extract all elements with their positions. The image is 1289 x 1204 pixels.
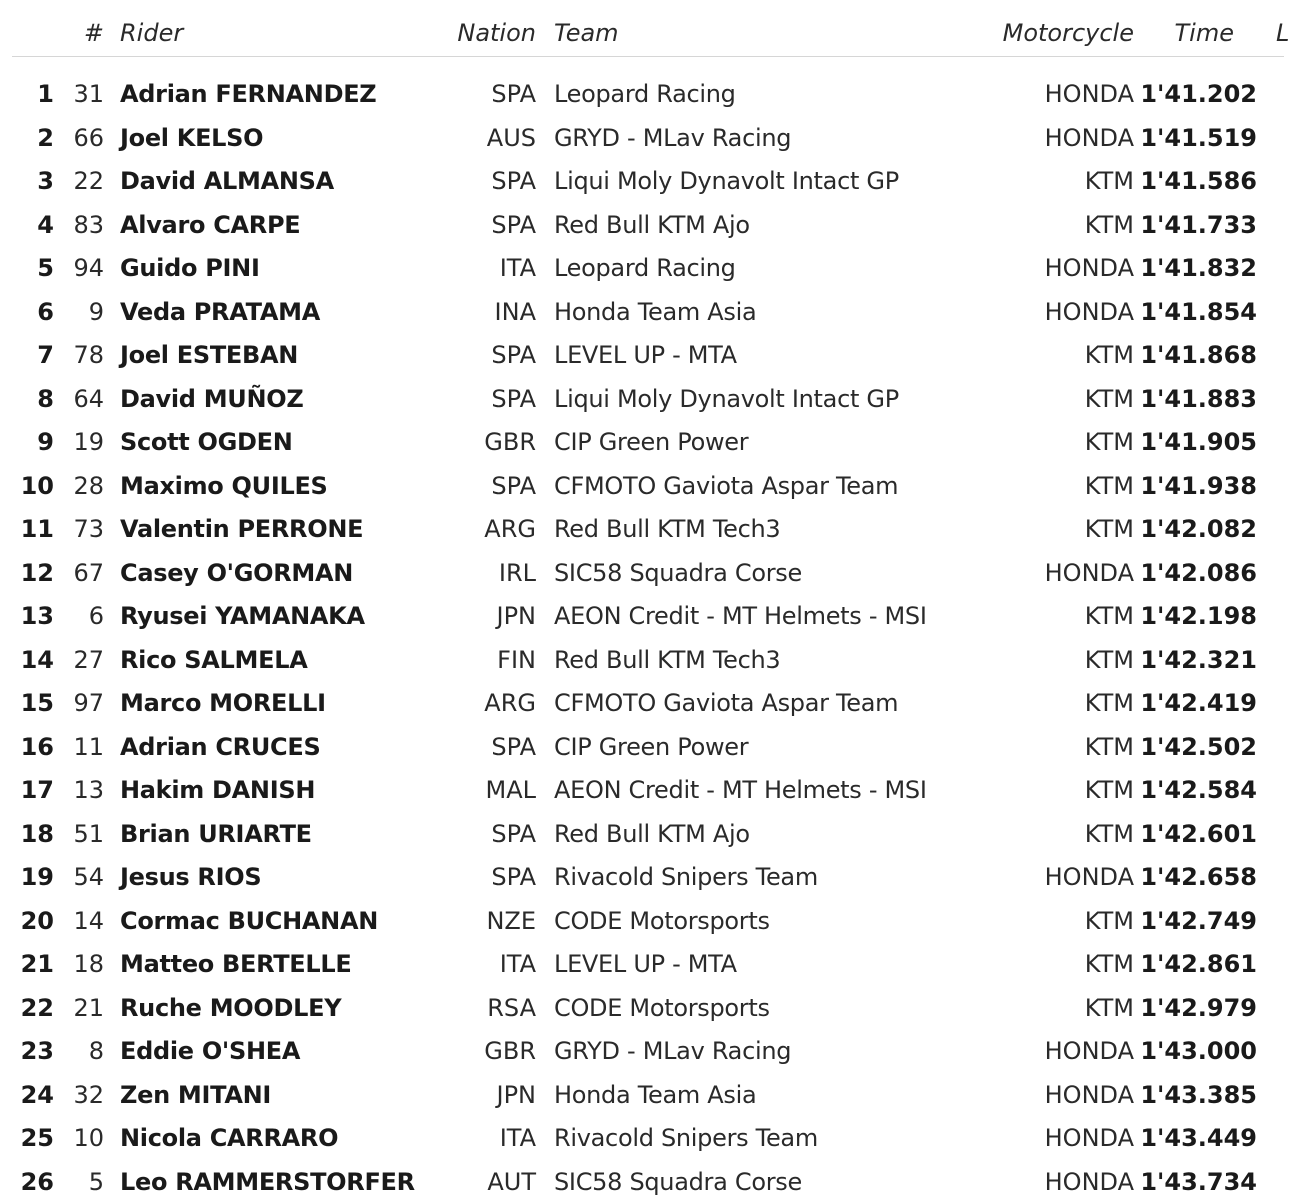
rider-name: Maximo QUILES	[120, 471, 328, 501]
position: 12	[21, 558, 54, 588]
team-name: AEON Credit - MT Helmets - MSI	[554, 601, 927, 631]
table-row	[0, 987, 1284, 1031]
rider-number: 51	[73, 819, 104, 849]
team-name: CFMOTO Gaviota Aspar Team	[554, 471, 898, 501]
table-row	[0, 595, 1284, 639]
rider-number: 9	[89, 297, 104, 327]
motorcycle: HONDA	[1045, 297, 1134, 327]
motorcycle: KTM	[1085, 645, 1134, 675]
rider-nation: IRL	[499, 558, 536, 588]
team-name: LEVEL UP - MTA	[554, 340, 737, 370]
position: 18	[21, 819, 54, 849]
rider-name: Veda PRATAMA	[120, 297, 320, 327]
motorcycle: KTM	[1085, 427, 1134, 457]
position: 17	[21, 775, 54, 805]
rider-nation: SPA	[491, 384, 536, 414]
table-row	[0, 1030, 1284, 1074]
rider-name: Alvaro CARPE	[120, 210, 300, 240]
motorcycle: KTM	[1085, 471, 1134, 501]
table-row	[0, 204, 1284, 248]
lap-time: 1'42.086	[1140, 558, 1257, 588]
table-row	[0, 1074, 1284, 1118]
team-name: GRYD - MLav Racing	[554, 1036, 791, 1066]
table-row	[0, 334, 1284, 378]
rider-nation: GBR	[484, 427, 536, 457]
position: 14	[21, 645, 54, 675]
position: 26	[21, 1167, 54, 1197]
position: 24	[21, 1080, 54, 1110]
rider-name: Marco MORELLI	[120, 688, 326, 718]
rider-number: 8	[89, 1036, 104, 1066]
rider-name: Rico SALMELA	[120, 645, 307, 675]
rider-nation: SPA	[491, 732, 536, 762]
table-row	[0, 769, 1284, 813]
lap-time: 1'42.321	[1140, 645, 1257, 675]
rider-name: Ryusei YAMANAKA	[120, 601, 365, 631]
rider-name: Adrian FERNANDEZ	[120, 79, 376, 109]
position: 1	[37, 79, 54, 109]
motorcycle: HONDA	[1045, 1080, 1134, 1110]
motorcycle: HONDA	[1045, 558, 1134, 588]
rider-nation: AUT	[487, 1167, 536, 1197]
rider-nation: ITA	[500, 949, 536, 979]
header-team: Team	[554, 18, 619, 48]
rider-name: Leo RAMMERSTORFER	[120, 1167, 415, 1197]
lap-time: 1'43.734	[1140, 1167, 1257, 1197]
rider-nation: NZE	[486, 906, 536, 936]
position: 3	[37, 166, 54, 196]
motorcycle: KTM	[1085, 210, 1134, 240]
rider-number: 73	[73, 514, 104, 544]
lap-time: 1'42.082	[1140, 514, 1257, 544]
rider-name: Valentin PERRONE	[120, 514, 363, 544]
position: 20	[21, 906, 54, 936]
lap-time: 1'42.979	[1140, 993, 1257, 1023]
motorcycle: HONDA	[1045, 123, 1134, 153]
lap-time: 1'42.419	[1140, 688, 1257, 718]
lap-time: 1'41.733	[1140, 210, 1257, 240]
rider-nation: JPN	[496, 1080, 536, 1110]
rider-name: Brian URIARTE	[120, 819, 312, 849]
rider-name: David ALMANSA	[120, 166, 334, 196]
motorcycle: KTM	[1085, 601, 1134, 631]
team-name: Rivacold Snipers Team	[554, 1123, 818, 1153]
position: 9	[37, 427, 54, 457]
rider-nation: GBR	[484, 1036, 536, 1066]
rider-number: 11	[73, 732, 104, 762]
position: 23	[21, 1036, 54, 1066]
position: 2	[37, 123, 54, 153]
header-nation: Nation	[457, 18, 536, 48]
rider-number: 83	[73, 210, 104, 240]
team-name: Red Bull KTM Tech3	[554, 645, 780, 675]
motorcycle: HONDA	[1045, 1167, 1134, 1197]
header-number: #	[84, 18, 104, 48]
rider-name: Cormac BUCHANAN	[120, 906, 378, 936]
rider-name: Matteo BERTELLE	[120, 949, 351, 979]
lap-time: 1'43.449	[1140, 1123, 1257, 1153]
rider-nation: MAL	[486, 775, 537, 805]
table-row	[0, 291, 1284, 335]
team-name: SIC58 Squadra Corse	[554, 1167, 802, 1197]
rider-nation: ARG	[484, 514, 536, 544]
motorcycle: HONDA	[1045, 1123, 1134, 1153]
header-rider: Rider	[120, 18, 183, 48]
rider-number: 97	[73, 688, 104, 718]
table-row	[0, 378, 1284, 422]
team-name: Liqui Moly Dynavolt Intact GP	[554, 384, 899, 414]
position: 5	[37, 253, 54, 283]
rider-nation: SPA	[491, 210, 536, 240]
team-name: LEVEL UP - MTA	[554, 949, 737, 979]
position: 11	[21, 514, 54, 544]
team-name: Red Bull KTM Ajo	[554, 819, 750, 849]
rider-name: Zen MITANI	[120, 1080, 271, 1110]
rider-number: 5	[89, 1167, 104, 1197]
position: 4	[37, 210, 54, 240]
position: 22	[21, 993, 54, 1023]
rider-name: Hakim DANISH	[120, 775, 315, 805]
team-name: AEON Credit - MT Helmets - MSI	[554, 775, 927, 805]
team-name: CODE Motorsports	[554, 906, 770, 936]
team-name: CIP Green Power	[554, 427, 748, 457]
rider-number: 27	[73, 645, 104, 675]
rider-nation: JPN	[496, 601, 536, 631]
rider-number: 13	[73, 775, 104, 805]
team-name: SIC58 Squadra Corse	[554, 558, 802, 588]
rider-name: Nicola CARRARO	[120, 1123, 338, 1153]
rider-nation: INA	[495, 297, 536, 327]
team-name: CODE Motorsports	[554, 993, 770, 1023]
motorcycle: KTM	[1085, 166, 1134, 196]
motorcycle: KTM	[1085, 732, 1134, 762]
rider-nation: ITA	[500, 1123, 536, 1153]
lap-time: 1'41.854	[1140, 297, 1257, 327]
table-row	[0, 1117, 1284, 1161]
motorcycle: KTM	[1085, 949, 1134, 979]
motorcycle: KTM	[1085, 514, 1134, 544]
lap-time: 1'42.861	[1140, 949, 1257, 979]
motorcycle: HONDA	[1045, 862, 1134, 892]
position: 25	[21, 1123, 54, 1153]
lap-time: 1'43.385	[1140, 1080, 1257, 1110]
team-name: Leopard Racing	[554, 79, 736, 109]
position: 16	[21, 732, 54, 762]
lap-time: 1'43.000	[1140, 1036, 1257, 1066]
lap-time: 1'41.519	[1140, 123, 1257, 153]
rider-name: Joel ESTEBAN	[120, 340, 298, 370]
rider-nation: RSA	[487, 993, 536, 1023]
motorcycle: KTM	[1085, 775, 1134, 805]
team-name: Honda Team Asia	[554, 1080, 756, 1110]
rider-nation: SPA	[491, 340, 536, 370]
rider-number: 10	[73, 1123, 104, 1153]
rider-nation: FIN	[497, 645, 536, 675]
team-name: Red Bull KTM Tech3	[554, 514, 780, 544]
table-row	[0, 900, 1284, 944]
rider-name: Casey O'GORMAN	[120, 558, 353, 588]
rider-name: Guido PINI	[120, 253, 260, 283]
position: 7	[37, 340, 54, 370]
lap-time: 1'41.905	[1140, 427, 1257, 457]
position: 19	[21, 862, 54, 892]
rider-number: 18	[73, 949, 104, 979]
rider-number: 22	[73, 166, 104, 196]
header-time: Time	[1175, 18, 1234, 48]
table-row	[0, 639, 1284, 683]
motorcycle: KTM	[1085, 340, 1134, 370]
rider-nation: ITA	[500, 253, 536, 283]
lap-time: 1'41.883	[1140, 384, 1257, 414]
position: 6	[37, 297, 54, 327]
motorcycle: KTM	[1085, 906, 1134, 936]
table-row	[0, 465, 1284, 509]
motorcycle: KTM	[1085, 993, 1134, 1023]
position: 21	[21, 949, 54, 979]
rider-number: 64	[73, 384, 104, 414]
lap-time: 1'41.868	[1140, 340, 1257, 370]
rider-number: 31	[73, 79, 104, 109]
position: 15	[21, 688, 54, 718]
position: 10	[21, 471, 54, 501]
lap-time: 1'42.584	[1140, 775, 1257, 805]
table-row	[0, 552, 1284, 596]
motorcycle: HONDA	[1045, 253, 1134, 283]
lap-time: 1'42.749	[1140, 906, 1257, 936]
table-row	[0, 943, 1284, 987]
rider-nation: SPA	[491, 471, 536, 501]
table-row	[0, 247, 1284, 291]
rider-name: Joel KELSO	[120, 123, 263, 153]
rider-name: Jesus RIOS	[120, 862, 261, 892]
lap-time: 1'42.658	[1140, 862, 1257, 892]
rider-name: Adrian CRUCES	[120, 732, 320, 762]
team-name: Leopard Racing	[554, 253, 736, 283]
rider-nation: SPA	[491, 166, 536, 196]
lap-time: 1'41.832	[1140, 253, 1257, 283]
rider-number: 6	[89, 601, 104, 631]
team-name: CFMOTO Gaviota Aspar Team	[554, 688, 898, 718]
team-name: Rivacold Snipers Team	[554, 862, 818, 892]
lap-time: 1'41.586	[1140, 166, 1257, 196]
rider-nation: AUS	[487, 123, 536, 153]
motorcycle: KTM	[1085, 819, 1134, 849]
table-row	[0, 160, 1284, 204]
rider-number: 67	[73, 558, 104, 588]
motorcycle: KTM	[1085, 384, 1134, 414]
rider-number: 94	[73, 253, 104, 283]
team-name: Liqui Moly Dynavolt Intact GP	[554, 166, 899, 196]
position: 13	[21, 601, 54, 631]
lap-time: 1'41.938	[1140, 471, 1257, 501]
rider-name: Scott OGDEN	[120, 427, 293, 457]
motorcycle: KTM	[1085, 688, 1134, 718]
rider-nation: ARG	[484, 688, 536, 718]
rider-number: 21	[73, 993, 104, 1023]
header-cut-off-column: L	[1276, 18, 1289, 48]
table-row	[0, 856, 1284, 900]
rider-number: 32	[73, 1080, 104, 1110]
table-row	[0, 726, 1284, 770]
rider-name: Ruche MOODLEY	[120, 993, 341, 1023]
rider-number: 54	[73, 862, 104, 892]
motorcycle: HONDA	[1045, 1036, 1134, 1066]
rider-name: David MUÑOZ	[120, 384, 304, 414]
team-name: Honda Team Asia	[554, 297, 756, 327]
rider-number: 19	[73, 427, 104, 457]
rider-number: 28	[73, 471, 104, 501]
position: 8	[37, 384, 54, 414]
motorcycle: HONDA	[1045, 79, 1134, 109]
lap-time: 1'42.601	[1140, 819, 1257, 849]
table-row	[0, 421, 1284, 465]
rider-number: 14	[73, 906, 104, 936]
lap-time: 1'42.502	[1140, 732, 1257, 762]
table-row	[0, 1161, 1284, 1204]
lap-time: 1'42.198	[1140, 601, 1257, 631]
table-row	[0, 117, 1284, 161]
table-row	[0, 508, 1284, 552]
rider-nation: SPA	[491, 79, 536, 109]
team-name: CIP Green Power	[554, 732, 748, 762]
table-row	[0, 682, 1284, 726]
team-name: GRYD - MLav Racing	[554, 123, 791, 153]
rider-nation: SPA	[491, 819, 536, 849]
results-table-body	[0, 73, 1284, 1204]
header-divider	[12, 56, 1284, 57]
table-row	[0, 813, 1284, 857]
rider-number: 66	[73, 123, 104, 153]
team-name: Red Bull KTM Ajo	[554, 210, 750, 240]
header-motorcycle: Motorcycle	[1003, 18, 1134, 48]
rider-number: 78	[73, 340, 104, 370]
rider-name: Eddie O'SHEA	[120, 1036, 300, 1066]
lap-time: 1'41.202	[1140, 79, 1257, 109]
table-row	[0, 73, 1284, 117]
rider-nation: SPA	[491, 862, 536, 892]
